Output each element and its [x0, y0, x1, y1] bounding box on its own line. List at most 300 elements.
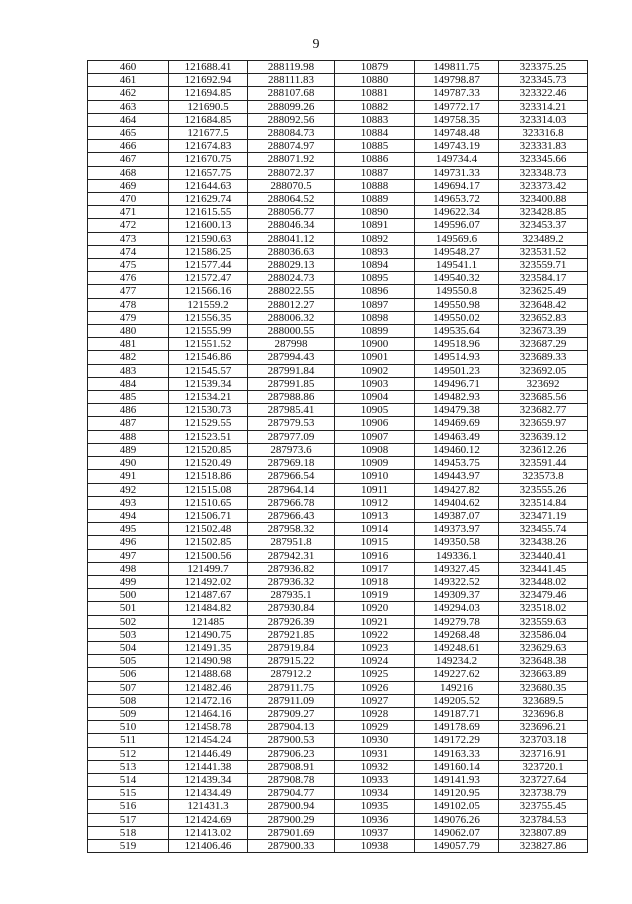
x-coordinate-cell: 149227.62 [415, 668, 499, 681]
x-coordinate-cell: 149514.93 [415, 351, 499, 364]
y-coordinate-cell: 323314.21 [499, 100, 588, 113]
table-row [88, 113, 588, 126]
page-number: 9 [312, 37, 320, 52]
x-coordinate-cell: 121690.5 [169, 100, 248, 113]
y-coordinate-cell: 323727.64 [499, 773, 588, 786]
y-coordinate-cell: 288036.63 [248, 245, 335, 258]
x-coordinate-cell: 149373.97 [415, 523, 499, 536]
y-coordinate-cell: 323400.88 [499, 193, 588, 206]
x-coordinate-cell: 121534.21 [169, 391, 248, 404]
table-row [88, 338, 588, 351]
x-coordinate-cell: 121555.99 [169, 325, 248, 338]
point-number-cell: 518 [88, 826, 169, 839]
point-number-cell: 10889 [335, 193, 415, 206]
y-coordinate-cell: 323440.41 [499, 549, 588, 562]
point-number-cell: 495 [88, 523, 169, 536]
point-number-cell: 10918 [335, 575, 415, 588]
point-number-cell: 474 [88, 245, 169, 258]
y-coordinate-cell: 323471.19 [499, 509, 588, 522]
y-coordinate-cell: 323692.05 [499, 364, 588, 377]
x-coordinate-cell: 121674.83 [169, 140, 248, 153]
x-coordinate-cell: 121446.49 [169, 747, 248, 760]
y-coordinate-cell: 287915.22 [248, 655, 335, 668]
point-number-cell: 505 [88, 655, 169, 668]
point-number-cell: 513 [88, 760, 169, 773]
point-number-cell: 461 [88, 74, 169, 87]
x-coordinate-cell: 149279.78 [415, 615, 499, 628]
y-coordinate-cell: 287935.1 [248, 589, 335, 602]
x-coordinate-cell: 149469.69 [415, 417, 499, 430]
y-coordinate-cell: 323696.21 [499, 721, 588, 734]
table-row [88, 483, 588, 496]
y-coordinate-cell: 287900.94 [248, 800, 335, 813]
x-coordinate-cell: 121406.46 [169, 839, 248, 852]
x-coordinate-cell: 121529.55 [169, 417, 248, 430]
y-coordinate-cell: 288024.73 [248, 272, 335, 285]
x-coordinate-cell: 121520.49 [169, 457, 248, 470]
table-row [88, 259, 588, 272]
y-coordinate-cell: 323518.02 [499, 602, 588, 615]
point-number-cell: 10897 [335, 298, 415, 311]
y-coordinate-cell: 323784.53 [499, 813, 588, 826]
point-number-cell: 462 [88, 87, 169, 100]
point-number-cell: 510 [88, 721, 169, 734]
x-coordinate-cell: 149743.19 [415, 140, 499, 153]
table-row [88, 272, 588, 285]
y-coordinate-cell: 323514.84 [499, 496, 588, 509]
y-coordinate-cell: 323682.77 [499, 404, 588, 417]
point-number-cell: 10933 [335, 773, 415, 786]
y-coordinate-cell: 323648.38 [499, 655, 588, 668]
coordinates-table-body [88, 61, 588, 853]
x-coordinate-cell: 149248.61 [415, 641, 499, 654]
y-coordinate-cell: 323689.33 [499, 351, 588, 364]
y-coordinate-cell: 323453.37 [499, 219, 588, 232]
table-row [88, 391, 588, 404]
x-coordinate-cell: 121545.57 [169, 364, 248, 377]
y-coordinate-cell: 287908.91 [248, 760, 335, 773]
x-coordinate-cell: 121600.13 [169, 219, 248, 232]
x-coordinate-cell: 121482.46 [169, 681, 248, 694]
table-row [88, 470, 588, 483]
x-coordinate-cell: 149501.23 [415, 364, 499, 377]
point-number-cell: 479 [88, 311, 169, 324]
y-coordinate-cell: 288070.5 [248, 179, 335, 192]
point-number-cell: 467 [88, 153, 169, 166]
y-coordinate-cell: 323331.83 [499, 140, 588, 153]
x-coordinate-cell: 149350.58 [415, 536, 499, 549]
y-coordinate-cell: 323438.26 [499, 536, 588, 549]
point-number-cell: 10908 [335, 443, 415, 456]
y-coordinate-cell: 323573.8 [499, 470, 588, 483]
y-coordinate-cell: 288029.13 [248, 259, 335, 272]
point-number-cell: 10900 [335, 338, 415, 351]
y-coordinate-cell: 287964.14 [248, 483, 335, 496]
y-coordinate-cell: 287909.27 [248, 707, 335, 720]
x-coordinate-cell: 149427.82 [415, 483, 499, 496]
point-number-cell: 487 [88, 417, 169, 430]
y-coordinate-cell: 288107.68 [248, 87, 335, 100]
y-coordinate-cell: 323703.18 [499, 734, 588, 747]
table-row [88, 351, 588, 364]
x-coordinate-cell: 149540.32 [415, 272, 499, 285]
point-number-cell: 10902 [335, 364, 415, 377]
point-number-cell: 481 [88, 338, 169, 351]
y-coordinate-cell: 287936.82 [248, 562, 335, 575]
x-coordinate-cell: 149309.37 [415, 589, 499, 602]
x-coordinate-cell: 149811.75 [415, 61, 499, 74]
point-number-cell: 10914 [335, 523, 415, 536]
y-coordinate-cell: 287900.53 [248, 734, 335, 747]
x-coordinate-cell: 149758.35 [415, 113, 499, 126]
y-coordinate-cell: 287994.43 [248, 351, 335, 364]
x-coordinate-cell: 121684.85 [169, 113, 248, 126]
x-coordinate-cell: 121502.85 [169, 536, 248, 549]
y-coordinate-cell: 287991.85 [248, 377, 335, 390]
point-number-cell: 10894 [335, 259, 415, 272]
y-coordinate-cell: 288072.37 [248, 166, 335, 179]
y-coordinate-cell: 323345.73 [499, 74, 588, 87]
y-coordinate-cell: 287921.85 [248, 628, 335, 641]
x-coordinate-cell: 149460.12 [415, 443, 499, 456]
y-coordinate-cell: 323689.5 [499, 694, 588, 707]
point-number-cell: 10879 [335, 61, 415, 74]
point-number-cell: 497 [88, 549, 169, 562]
y-coordinate-cell: 323807.89 [499, 826, 588, 839]
point-number-cell: 10909 [335, 457, 415, 470]
x-coordinate-cell: 149294.03 [415, 602, 499, 615]
point-number-cell: 10882 [335, 100, 415, 113]
x-coordinate-cell: 149653.72 [415, 193, 499, 206]
y-coordinate-cell: 323659.97 [499, 417, 588, 430]
y-coordinate-cell: 323428.85 [499, 206, 588, 219]
y-coordinate-cell: 287919.84 [248, 641, 335, 654]
x-coordinate-cell: 149479.38 [415, 404, 499, 417]
point-number-cell: 483 [88, 364, 169, 377]
point-number-cell: 463 [88, 100, 169, 113]
point-number-cell: 506 [88, 668, 169, 681]
y-coordinate-cell: 288046.34 [248, 219, 335, 232]
table-row [88, 747, 588, 760]
table-row [88, 655, 588, 668]
x-coordinate-cell: 149734.4 [415, 153, 499, 166]
x-coordinate-cell: 121586.25 [169, 245, 248, 258]
point-number-cell: 490 [88, 457, 169, 470]
point-number-cell: 10922 [335, 628, 415, 641]
x-coordinate-cell: 149057.79 [415, 839, 499, 852]
x-coordinate-cell: 121485 [169, 615, 248, 628]
x-coordinate-cell: 149268.48 [415, 628, 499, 641]
table-row [88, 509, 588, 522]
y-coordinate-cell: 287977.09 [248, 430, 335, 443]
table-row [88, 800, 588, 813]
y-coordinate-cell: 288074.97 [248, 140, 335, 153]
point-number-cell: 488 [88, 430, 169, 443]
y-coordinate-cell: 287900.29 [248, 813, 335, 826]
table-row [88, 193, 588, 206]
y-coordinate-cell: 323738.79 [499, 787, 588, 800]
point-number-cell: 10893 [335, 245, 415, 258]
table-row [88, 325, 588, 338]
y-coordinate-cell: 323652.83 [499, 311, 588, 324]
y-coordinate-cell: 323663.89 [499, 668, 588, 681]
x-coordinate-cell: 121615.55 [169, 206, 248, 219]
table-row [88, 430, 588, 443]
y-coordinate-cell: 323448.02 [499, 575, 588, 588]
x-coordinate-cell: 149622.34 [415, 206, 499, 219]
point-number-cell: 10883 [335, 113, 415, 126]
table-row [88, 206, 588, 219]
x-coordinate-cell: 121644.63 [169, 179, 248, 192]
point-number-cell: 10899 [335, 325, 415, 338]
y-coordinate-cell: 287901.69 [248, 826, 335, 839]
point-number-cell: 10917 [335, 562, 415, 575]
point-number-cell: 10925 [335, 668, 415, 681]
table-row [88, 166, 588, 179]
point-number-cell: 475 [88, 259, 169, 272]
table-row [88, 575, 588, 588]
y-coordinate-cell: 288119.98 [248, 61, 335, 74]
x-coordinate-cell: 121692.94 [169, 74, 248, 87]
point-number-cell: 468 [88, 166, 169, 179]
x-coordinate-cell: 149569.6 [415, 232, 499, 245]
point-number-cell: 10932 [335, 760, 415, 773]
x-coordinate-cell: 149322.52 [415, 575, 499, 588]
table-row [88, 364, 588, 377]
y-coordinate-cell: 287930.84 [248, 602, 335, 615]
table-row [88, 681, 588, 694]
table-row [88, 615, 588, 628]
point-number-cell: 504 [88, 641, 169, 654]
point-number-cell: 10905 [335, 404, 415, 417]
table-row [88, 813, 588, 826]
y-coordinate-cell: 323685.56 [499, 391, 588, 404]
point-number-cell: 486 [88, 404, 169, 417]
x-coordinate-cell: 121520.85 [169, 443, 248, 456]
point-number-cell: 10895 [335, 272, 415, 285]
point-number-cell: 509 [88, 707, 169, 720]
point-number-cell: 10880 [335, 74, 415, 87]
y-coordinate-cell: 287904.77 [248, 787, 335, 800]
point-number-cell: 473 [88, 232, 169, 245]
y-coordinate-cell: 288092.56 [248, 113, 335, 126]
point-number-cell: 498 [88, 562, 169, 575]
x-coordinate-cell: 149535.64 [415, 325, 499, 338]
x-coordinate-cell: 149443.97 [415, 470, 499, 483]
point-number-cell: 10910 [335, 470, 415, 483]
point-number-cell: 10907 [335, 430, 415, 443]
point-number-cell: 477 [88, 285, 169, 298]
point-number-cell: 10924 [335, 655, 415, 668]
table-row [88, 562, 588, 575]
point-number-cell: 502 [88, 615, 169, 628]
y-coordinate-cell: 323716.91 [499, 747, 588, 760]
x-coordinate-cell: 149453.75 [415, 457, 499, 470]
point-number-cell: 10936 [335, 813, 415, 826]
y-coordinate-cell: 287908.78 [248, 773, 335, 786]
point-number-cell: 484 [88, 377, 169, 390]
x-coordinate-cell: 121657.75 [169, 166, 248, 179]
table-row [88, 694, 588, 707]
x-coordinate-cell: 121515.08 [169, 483, 248, 496]
y-coordinate-cell: 323316.8 [499, 127, 588, 140]
x-coordinate-cell: 149163.33 [415, 747, 499, 760]
x-coordinate-cell: 149550.8 [415, 285, 499, 298]
point-number-cell: 10913 [335, 509, 415, 522]
y-coordinate-cell: 287966.54 [248, 470, 335, 483]
x-coordinate-cell: 149787.33 [415, 87, 499, 100]
point-number-cell: 10885 [335, 140, 415, 153]
y-coordinate-cell: 323629.63 [499, 641, 588, 654]
y-coordinate-cell: 323648.42 [499, 298, 588, 311]
x-coordinate-cell: 149216 [415, 681, 499, 694]
y-coordinate-cell: 288064.52 [248, 193, 335, 206]
x-coordinate-cell: 121510.65 [169, 496, 248, 509]
point-number-cell: 511 [88, 734, 169, 747]
x-coordinate-cell: 121677.5 [169, 127, 248, 140]
point-number-cell: 10886 [335, 153, 415, 166]
x-coordinate-cell: 149234.2 [415, 655, 499, 668]
y-coordinate-cell: 287926.39 [248, 615, 335, 628]
y-coordinate-cell: 288056.77 [248, 206, 335, 219]
x-coordinate-cell: 121546.86 [169, 351, 248, 364]
point-number-cell: 10916 [335, 549, 415, 562]
x-coordinate-cell: 121434.49 [169, 787, 248, 800]
y-coordinate-cell: 323625.49 [499, 285, 588, 298]
point-number-cell: 10903 [335, 377, 415, 390]
point-number-cell: 10921 [335, 615, 415, 628]
x-coordinate-cell: 121487.67 [169, 589, 248, 602]
x-coordinate-cell: 149550.98 [415, 298, 499, 311]
point-number-cell: 519 [88, 839, 169, 852]
x-coordinate-cell: 149141.93 [415, 773, 499, 786]
table-row [88, 311, 588, 324]
x-coordinate-cell: 149596.07 [415, 219, 499, 232]
y-coordinate-cell: 323555.26 [499, 483, 588, 496]
table-row [88, 232, 588, 245]
y-coordinate-cell: 323441.45 [499, 562, 588, 575]
x-coordinate-cell: 121559.2 [169, 298, 248, 311]
x-coordinate-cell: 121530.73 [169, 404, 248, 417]
point-number-cell: 469 [88, 179, 169, 192]
x-coordinate-cell: 149160.14 [415, 760, 499, 773]
y-coordinate-cell: 288041.12 [248, 232, 335, 245]
x-coordinate-cell: 121551.52 [169, 338, 248, 351]
y-coordinate-cell: 323375.25 [499, 61, 588, 74]
y-coordinate-cell: 323559.71 [499, 259, 588, 272]
x-coordinate-cell: 149463.49 [415, 430, 499, 443]
point-number-cell: 10888 [335, 179, 415, 192]
x-coordinate-cell: 149062.07 [415, 826, 499, 839]
y-coordinate-cell: 323489.2 [499, 232, 588, 245]
x-coordinate-cell: 121454.24 [169, 734, 248, 747]
table-row [88, 87, 588, 100]
y-coordinate-cell: 323692 [499, 377, 588, 390]
y-coordinate-cell: 287951.8 [248, 536, 335, 549]
table-row [88, 602, 588, 615]
point-number-cell: 515 [88, 787, 169, 800]
x-coordinate-cell: 149772.17 [415, 100, 499, 113]
x-coordinate-cell: 121441.38 [169, 760, 248, 773]
x-coordinate-cell: 149387.07 [415, 509, 499, 522]
y-coordinate-cell: 323827.86 [499, 839, 588, 852]
y-coordinate-cell: 323586.04 [499, 628, 588, 641]
y-coordinate-cell: 287906.23 [248, 747, 335, 760]
y-coordinate-cell: 323479.46 [499, 589, 588, 602]
y-coordinate-cell: 323612.26 [499, 443, 588, 456]
point-number-cell: 10904 [335, 391, 415, 404]
y-coordinate-cell: 323455.74 [499, 523, 588, 536]
y-coordinate-cell: 288022.55 [248, 285, 335, 298]
y-coordinate-cell: 323687.29 [499, 338, 588, 351]
point-number-cell: 460 [88, 61, 169, 74]
y-coordinate-cell: 323755.45 [499, 800, 588, 813]
x-coordinate-cell: 149102.05 [415, 800, 499, 813]
x-coordinate-cell: 121491.35 [169, 641, 248, 654]
table-row [88, 773, 588, 786]
x-coordinate-cell: 149496.71 [415, 377, 499, 390]
x-coordinate-cell: 121572.47 [169, 272, 248, 285]
point-number-cell: 500 [88, 589, 169, 602]
table-row [88, 245, 588, 258]
table-row [88, 839, 588, 852]
y-coordinate-cell: 323373.42 [499, 179, 588, 192]
x-coordinate-cell: 121499.7 [169, 562, 248, 575]
point-number-cell: 471 [88, 206, 169, 219]
y-coordinate-cell: 323531.52 [499, 245, 588, 258]
x-coordinate-cell: 121556.35 [169, 311, 248, 324]
x-coordinate-cell: 121488.68 [169, 668, 248, 681]
point-number-cell: 476 [88, 272, 169, 285]
point-number-cell: 10892 [335, 232, 415, 245]
point-number-cell: 503 [88, 628, 169, 641]
table-row [88, 826, 588, 839]
point-number-cell: 517 [88, 813, 169, 826]
y-coordinate-cell: 323591.44 [499, 457, 588, 470]
point-number-cell: 10934 [335, 787, 415, 800]
table-row [88, 496, 588, 509]
y-coordinate-cell: 287985.41 [248, 404, 335, 417]
y-coordinate-cell: 287911.75 [248, 681, 335, 694]
table-row [88, 179, 588, 192]
table-row [88, 707, 588, 720]
x-coordinate-cell: 121688.41 [169, 61, 248, 74]
point-number-cell: 10884 [335, 127, 415, 140]
point-number-cell: 10896 [335, 285, 415, 298]
point-number-cell: 10915 [335, 536, 415, 549]
x-coordinate-cell: 121490.75 [169, 628, 248, 641]
point-number-cell: 493 [88, 496, 169, 509]
point-number-cell: 514 [88, 773, 169, 786]
x-coordinate-cell: 149327.45 [415, 562, 499, 575]
x-coordinate-cell: 121500.56 [169, 549, 248, 562]
table-row [88, 443, 588, 456]
y-coordinate-cell: 287912.2 [248, 668, 335, 681]
x-coordinate-cell: 149404.62 [415, 496, 499, 509]
point-number-cell: 508 [88, 694, 169, 707]
x-coordinate-cell: 121424.69 [169, 813, 248, 826]
y-coordinate-cell: 288000.55 [248, 325, 335, 338]
x-coordinate-cell: 121523.51 [169, 430, 248, 443]
x-coordinate-cell: 149120.95 [415, 787, 499, 800]
x-coordinate-cell: 121472.16 [169, 694, 248, 707]
x-coordinate-cell: 149187.71 [415, 707, 499, 720]
table-row [88, 589, 588, 602]
x-coordinate-cell: 121464.16 [169, 707, 248, 720]
x-coordinate-cell: 149172.29 [415, 734, 499, 747]
point-number-cell: 10890 [335, 206, 415, 219]
point-number-cell: 499 [88, 575, 169, 588]
